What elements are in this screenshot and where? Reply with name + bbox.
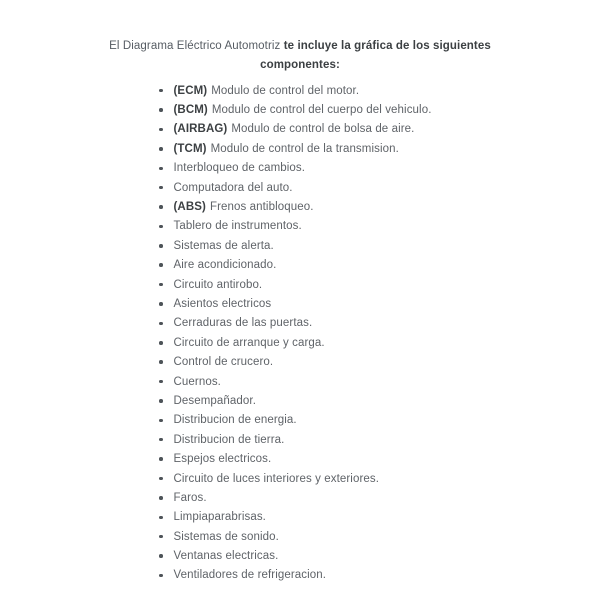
item-text: Computadora del auto. bbox=[173, 181, 293, 194]
item-text: Distribucion de energia. bbox=[173, 414, 297, 427]
bullet-dot-icon bbox=[159, 263, 163, 267]
item-text: Cuernos. bbox=[173, 375, 221, 388]
list-item bbox=[159, 527, 432, 546]
list-item bbox=[159, 469, 432, 488]
item-text: Sistemas de alerta. bbox=[173, 239, 274, 252]
bullet-dot-icon bbox=[159, 108, 163, 112]
list-item bbox=[159, 352, 432, 371]
bullet-dot-icon bbox=[159, 574, 163, 578]
list-item bbox=[159, 391, 432, 410]
bullet-dot-icon bbox=[159, 341, 163, 345]
item-text: Circuito de luces interiores y exteriores. bbox=[173, 472, 380, 485]
item-bold-prefix: (AIRBAG) bbox=[173, 123, 228, 136]
list-item bbox=[159, 81, 432, 100]
bullet-dot-icon bbox=[159, 457, 163, 461]
bullet-dot-icon bbox=[159, 535, 163, 539]
document-title bbox=[90, 37, 510, 75]
item-text: Sistemas de sonido. bbox=[173, 530, 279, 543]
item-text: Espejos electricos. bbox=[173, 453, 272, 466]
bullet-dot-icon bbox=[159, 225, 163, 229]
components-bullet-list bbox=[159, 81, 432, 585]
item-text: Frenos antibloqueo. bbox=[209, 201, 314, 214]
list-item bbox=[159, 372, 432, 391]
list-item bbox=[159, 139, 432, 158]
item-text: Faros. bbox=[173, 491, 207, 504]
list-item bbox=[159, 197, 432, 216]
item-text: Circuito antirobo. bbox=[173, 278, 263, 291]
list-item bbox=[159, 256, 432, 275]
item-bold-prefix: (TCM) bbox=[173, 142, 207, 155]
list-item bbox=[159, 430, 432, 449]
list-item bbox=[159, 508, 432, 527]
item-bold-prefix: (BCM) bbox=[173, 104, 208, 117]
item-text: Circuito de arranque y carga. bbox=[173, 336, 325, 349]
list-item bbox=[159, 178, 432, 197]
bullet-dot-icon bbox=[159, 380, 163, 384]
list-item bbox=[159, 159, 432, 178]
title-regular-text: El Diagrama Eléctrico Automotriz bbox=[109, 40, 281, 52]
bullet-dot-icon bbox=[159, 554, 163, 558]
item-text: Limpiaparabrisas. bbox=[173, 511, 266, 524]
list-item bbox=[159, 488, 432, 507]
item-text: Ventiladores de refrigeracion. bbox=[173, 569, 327, 582]
list-item bbox=[159, 120, 432, 139]
bullet-dot-icon bbox=[159, 360, 163, 364]
bullet-dot-icon bbox=[159, 205, 163, 209]
item-text: Distribucion de tierra. bbox=[173, 433, 285, 446]
bullet-dot-icon bbox=[159, 147, 163, 151]
list-item bbox=[159, 217, 432, 236]
bullet-dot-icon bbox=[159, 283, 163, 287]
list-item bbox=[159, 275, 432, 294]
item-text: Tablero de instrumentos. bbox=[173, 220, 302, 233]
item-text: Desempañador. bbox=[173, 394, 256, 407]
bullet-dot-icon bbox=[159, 302, 163, 306]
bullet-dot-icon bbox=[159, 438, 163, 442]
item-text: Modulo de control de bolsa de aire. bbox=[231, 123, 415, 136]
item-text: Aire acondicionado. bbox=[173, 259, 277, 272]
bullet-dot-icon bbox=[159, 399, 163, 403]
list-item bbox=[159, 333, 432, 352]
bullet-dot-icon bbox=[159, 322, 163, 326]
bullet-dot-icon bbox=[159, 244, 163, 248]
bullet-dot-icon bbox=[159, 516, 163, 520]
list-item bbox=[159, 236, 432, 255]
list-item bbox=[159, 449, 432, 468]
list-item bbox=[159, 294, 432, 313]
list-item bbox=[159, 546, 432, 565]
item-text: Modulo de control del motor. bbox=[211, 84, 360, 97]
bullet-dot-icon bbox=[159, 186, 163, 190]
bullet-dot-icon bbox=[159, 128, 163, 132]
item-bold-prefix: (ECM) bbox=[173, 84, 208, 97]
item-text: Asientos electricos bbox=[173, 297, 272, 310]
item-text: Modulo de control del cuerpo del vehiculo. bbox=[211, 104, 432, 117]
list-item bbox=[159, 100, 432, 119]
list-item bbox=[159, 411, 432, 430]
item-text: Cerraduras de las puertas. bbox=[173, 317, 313, 330]
bullet-dot-icon bbox=[159, 167, 163, 171]
item-text: Control de crucero. bbox=[173, 356, 274, 369]
title-bold-text: te incluye la gráfica de los siguientes componentes: bbox=[260, 40, 491, 71]
bullet-dot-icon bbox=[159, 496, 163, 500]
item-text: Ventanas electricas. bbox=[173, 550, 279, 563]
item-text: Interbloqueo de cambios. bbox=[173, 162, 306, 175]
bullet-dot-icon bbox=[159, 477, 163, 481]
item-text: Modulo de control de la transmision. bbox=[210, 142, 399, 155]
list-item bbox=[159, 314, 432, 333]
list-item bbox=[159, 566, 432, 585]
item-bold-prefix: (ABS) bbox=[173, 201, 206, 214]
bullet-dot-icon bbox=[159, 89, 163, 93]
bullet-dot-icon bbox=[159, 419, 163, 423]
